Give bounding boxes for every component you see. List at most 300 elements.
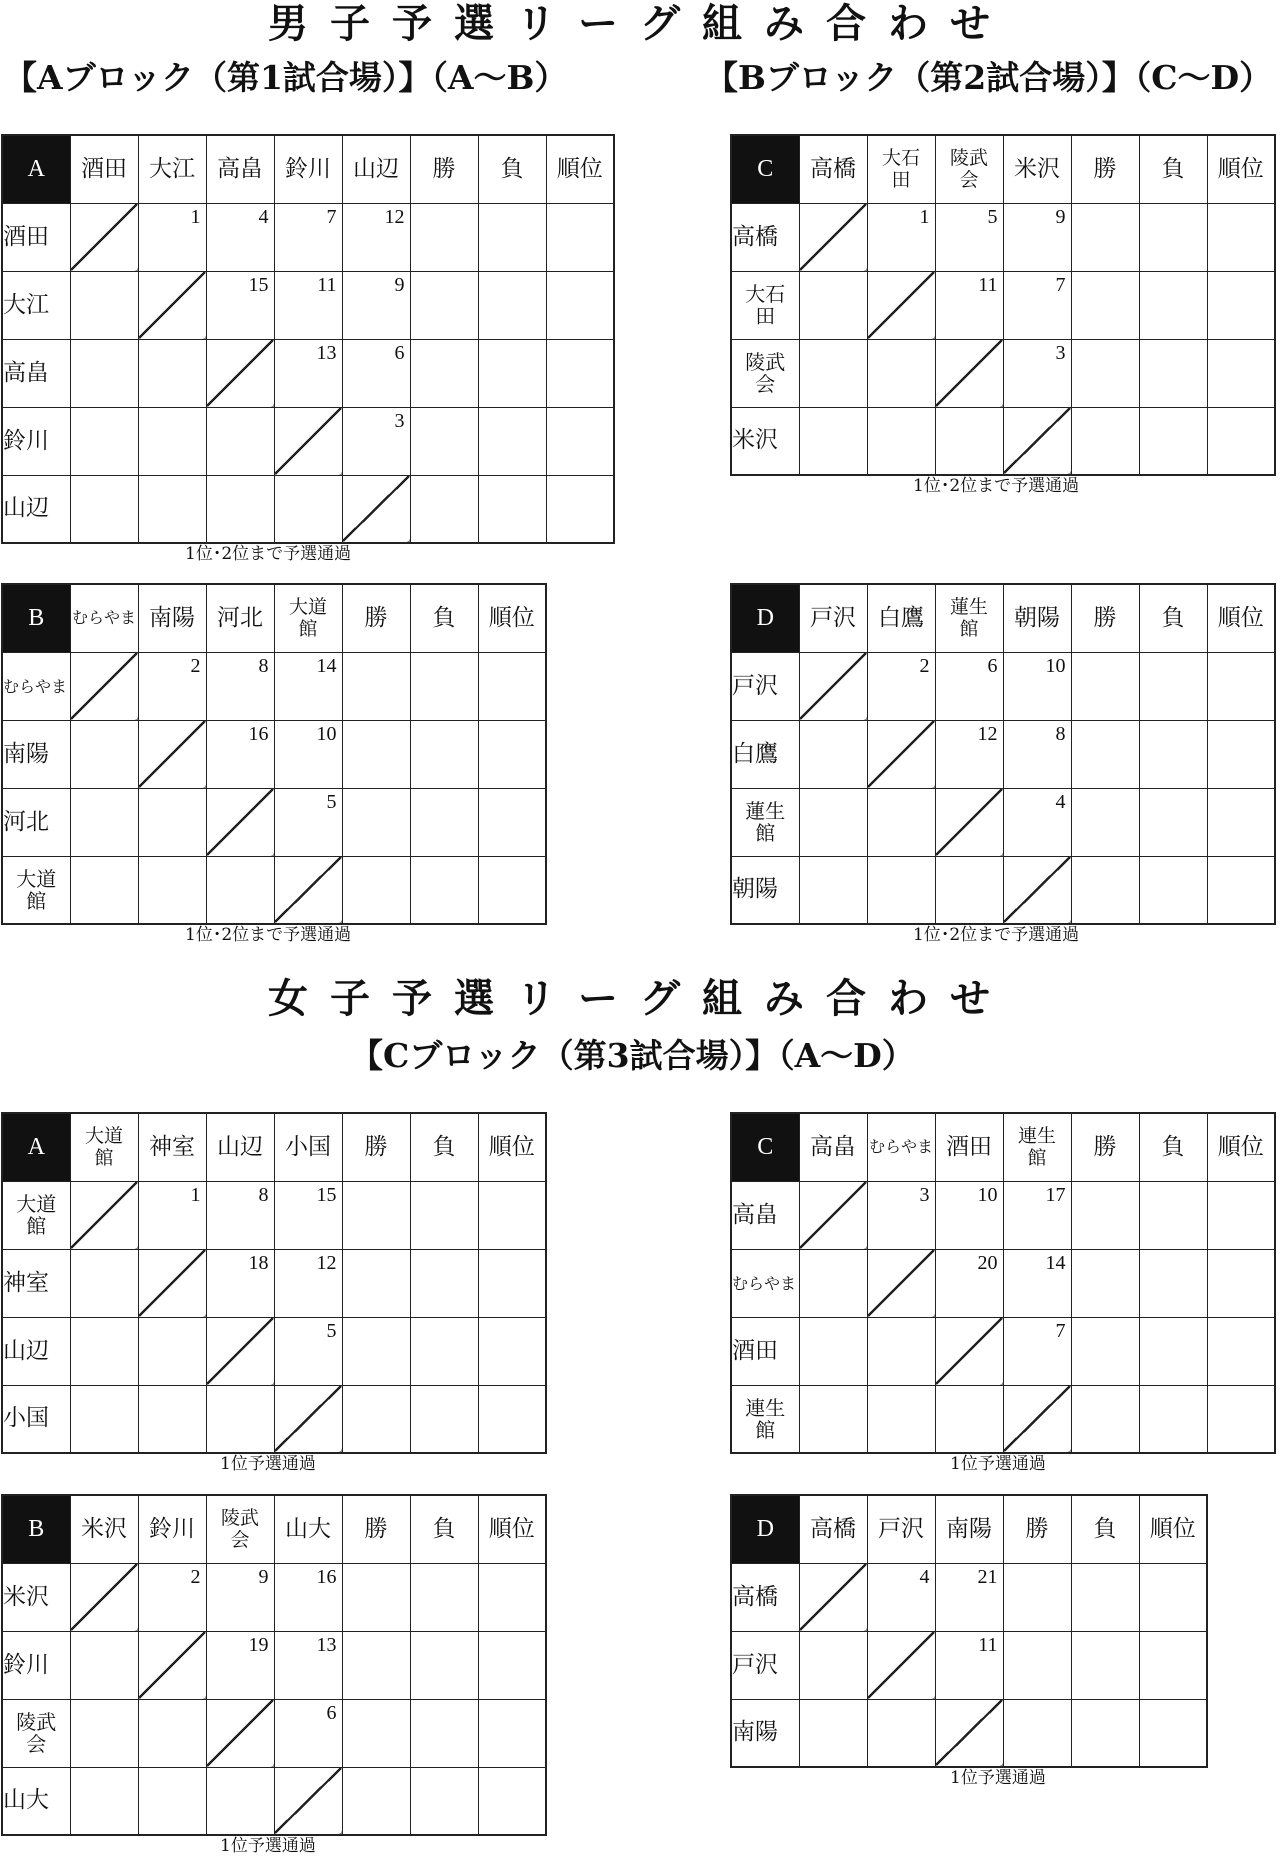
row-team-name: むらやま — [731, 1249, 799, 1317]
result-cell — [410, 475, 478, 543]
empty-cell — [206, 407, 274, 475]
match-cell — [274, 203, 342, 271]
match-number: 6 — [987, 654, 998, 677]
diagonal-cell — [1003, 1385, 1071, 1453]
diagonal-cell — [206, 1317, 274, 1385]
diagonal-cell — [799, 1563, 867, 1631]
result-cell — [410, 1631, 478, 1699]
result-cell — [410, 1563, 478, 1631]
table-row — [731, 788, 1275, 856]
match-number: 6 — [326, 1701, 337, 1724]
match-cell — [935, 1181, 1003, 1249]
result-cell — [1071, 788, 1139, 856]
result-cell — [1139, 1249, 1207, 1317]
result-header: 負 — [410, 584, 478, 652]
league-label: A — [2, 1113, 70, 1181]
table-row — [731, 1385, 1275, 1453]
qualification-note: 1位･2位まで予選通過 — [913, 476, 1080, 496]
match-cell — [138, 1767, 206, 1835]
result-header: 順位 — [1139, 1495, 1207, 1563]
diagonal-cell — [274, 856, 342, 924]
match-cell — [342, 203, 410, 271]
result-cell — [1139, 1563, 1207, 1631]
table-row — [2, 271, 614, 339]
empty-cell — [206, 1385, 274, 1453]
match-number: 16 — [248, 722, 269, 745]
match-number: 8 — [258, 1183, 269, 1206]
result-header: 勝 — [342, 584, 410, 652]
result-cell — [478, 1767, 546, 1835]
empty-cell — [70, 1249, 138, 1317]
diagonal-cell — [70, 1181, 138, 1249]
column-team-name: 鈴川 — [274, 135, 342, 203]
result-cell — [1207, 1317, 1275, 1385]
row-team-name: 南陽 — [731, 1699, 799, 1767]
header-row — [731, 584, 1275, 652]
column-team-name: 山辺 — [206, 1113, 274, 1181]
match-cell — [1003, 788, 1071, 856]
league-label: D — [731, 584, 799, 652]
empty-cell — [138, 1699, 206, 1767]
row-team-name: むらやま — [2, 652, 70, 720]
diagonal-cell — [867, 1631, 935, 1699]
result-cell — [1207, 407, 1275, 475]
column-team-name: 蓮生 館 — [935, 584, 1003, 652]
match-cell — [274, 788, 342, 856]
row-team-name: 山辺 — [2, 1317, 70, 1385]
match-number: 13 — [316, 1633, 337, 1656]
match-cell — [138, 856, 206, 924]
men-title: 男子予選リーグ組み合わせ — [268, 0, 1012, 47]
empty-cell — [138, 339, 206, 407]
table-row — [2, 339, 614, 407]
match-cell — [935, 203, 1003, 271]
column-team-name: 南陽 — [138, 584, 206, 652]
league-label: B — [2, 584, 70, 652]
result-cell — [1071, 339, 1139, 407]
result-cell — [478, 1385, 546, 1453]
row-team-name: 白鷹 — [731, 720, 799, 788]
column-team-name: 陵武 会 — [935, 135, 1003, 203]
table-row — [2, 1181, 546, 1249]
match-cell — [274, 1317, 342, 1385]
result-cell — [546, 475, 614, 543]
table-row — [731, 407, 1275, 475]
result-cell — [478, 652, 546, 720]
column-team-name: 朝陽 — [1003, 584, 1071, 652]
result-cell — [1071, 1385, 1139, 1453]
result-cell — [1207, 339, 1275, 407]
row-team-name: 南陽 — [2, 720, 70, 788]
result-cell — [1207, 856, 1275, 924]
result-header: 勝 — [410, 135, 478, 203]
men-subtitle-left: 【Aブロック（第1試合場）】（A～B） — [4, 58, 568, 97]
match-number: 10 — [1045, 654, 1066, 677]
result-cell — [1139, 407, 1207, 475]
result-header: 勝 — [1071, 1113, 1139, 1181]
match-cell — [799, 1385, 867, 1453]
column-team-name: 米沢 — [1003, 135, 1071, 203]
result-cell — [478, 407, 546, 475]
match-number: 3 — [394, 409, 405, 432]
result-cell — [1071, 1563, 1139, 1631]
result-header: 勝 — [342, 1113, 410, 1181]
empty-cell — [799, 720, 867, 788]
diagonal-cell — [935, 339, 1003, 407]
men-subtitle-right: 【Bブロック（第2試合場）】（C～D） — [705, 58, 1273, 97]
result-cell — [478, 271, 546, 339]
league-label: B — [2, 1495, 70, 1563]
match-cell — [206, 1563, 274, 1631]
result-cell — [342, 1563, 410, 1631]
empty-cell — [799, 1249, 867, 1317]
result-cell — [1139, 1385, 1207, 1453]
match-number: 10 — [316, 722, 337, 745]
league-label: C — [731, 135, 799, 203]
match-cell — [206, 271, 274, 339]
result-cell — [410, 271, 478, 339]
result-cell — [478, 1249, 546, 1317]
result-cell — [478, 1699, 546, 1767]
result-cell — [410, 1385, 478, 1453]
result-cell — [410, 1699, 478, 1767]
match-number: 7 — [326, 205, 337, 228]
result-cell — [342, 788, 410, 856]
result-cell — [1139, 720, 1207, 788]
diagonal-cell — [935, 1699, 1003, 1767]
match-number: 10 — [977, 1183, 998, 1206]
result-cell — [410, 856, 478, 924]
women-title: 女子予選リーグ組み合わせ — [268, 975, 1012, 1022]
match-number: 18 — [248, 1251, 269, 1274]
match-cell — [70, 856, 138, 924]
match-number: 11 — [317, 273, 337, 296]
match-cell — [70, 1767, 138, 1835]
result-cell — [1207, 1385, 1275, 1453]
result-cell — [342, 652, 410, 720]
match-number: 13 — [316, 341, 337, 364]
match-cell — [867, 856, 935, 924]
empty-cell — [206, 856, 274, 924]
column-team-name: 陵武 会 — [206, 1495, 274, 1563]
match-cell — [799, 1317, 867, 1385]
match-cell — [274, 1181, 342, 1249]
result-cell — [478, 475, 546, 543]
diagonal-cell — [342, 475, 410, 543]
diagonal-cell — [1003, 407, 1071, 475]
row-team-name: 大石 田 — [731, 271, 799, 339]
match-cell — [138, 652, 206, 720]
result-cell — [1139, 1181, 1207, 1249]
league-table-women-a — [1, 1112, 547, 1454]
row-team-name: 大道 館 — [2, 856, 70, 924]
match-number: 14 — [1045, 1251, 1066, 1274]
result-cell — [1207, 788, 1275, 856]
column-team-name: 戸沢 — [799, 584, 867, 652]
result-cell — [1139, 1317, 1207, 1385]
result-cell — [1003, 1631, 1071, 1699]
result-header: 勝 — [342, 1495, 410, 1563]
table-row — [2, 1317, 546, 1385]
match-cell — [867, 1563, 935, 1631]
match-number: 20 — [977, 1251, 998, 1274]
column-team-name: 小国 — [274, 1113, 342, 1181]
column-team-name: 山辺 — [342, 135, 410, 203]
match-cell — [206, 1249, 274, 1317]
result-cell — [478, 1563, 546, 1631]
table-row — [731, 339, 1275, 407]
result-cell — [342, 1317, 410, 1385]
row-team-name: 蓮生 館 — [731, 788, 799, 856]
match-cell — [206, 1631, 274, 1699]
result-cell — [546, 339, 614, 407]
match-cell — [342, 339, 410, 407]
result-cell — [342, 1385, 410, 1453]
table-row — [731, 652, 1275, 720]
table-row — [731, 1181, 1275, 1249]
result-header: 負 — [1139, 584, 1207, 652]
column-team-name: 河北 — [206, 584, 274, 652]
match-cell — [70, 1317, 138, 1385]
match-number: 11 — [978, 273, 998, 296]
match-number: 6 — [394, 341, 405, 364]
result-cell — [546, 271, 614, 339]
result-cell — [1139, 203, 1207, 271]
qualification-note: 1位･2位まで予選通過 — [185, 544, 352, 564]
table-row — [2, 475, 614, 543]
column-team-name: 酒田 — [935, 1113, 1003, 1181]
match-cell — [70, 1385, 138, 1453]
table-row — [731, 1699, 1207, 1767]
column-team-name: むらやま — [70, 584, 138, 652]
row-team-name: 高橋 — [731, 1563, 799, 1631]
match-cell — [867, 407, 935, 475]
header-row — [2, 1495, 546, 1563]
row-team-name: 大道 館 — [2, 1181, 70, 1249]
match-cell — [138, 475, 206, 543]
row-team-name: 山辺 — [2, 475, 70, 543]
match-cell — [274, 1631, 342, 1699]
qualification-note: 1位予選通過 — [950, 1768, 1046, 1788]
match-number: 5 — [326, 790, 337, 813]
row-team-name: 鈴川 — [2, 407, 70, 475]
result-cell — [410, 652, 478, 720]
league-label: C — [731, 1113, 799, 1181]
result-cell — [1071, 203, 1139, 271]
league-table-men-d — [730, 583, 1276, 925]
match-number: 1 — [919, 205, 930, 228]
match-number: 15 — [316, 1183, 337, 1206]
empty-cell — [935, 856, 1003, 924]
match-cell — [935, 271, 1003, 339]
column-team-name: 鈴川 — [138, 1495, 206, 1563]
result-cell — [478, 1181, 546, 1249]
match-number: 2 — [190, 654, 201, 677]
column-team-name: 大道 館 — [274, 584, 342, 652]
match-cell — [138, 407, 206, 475]
match-cell — [70, 1699, 138, 1767]
result-cell — [1139, 788, 1207, 856]
result-cell — [546, 203, 614, 271]
match-number: 4 — [919, 1565, 930, 1588]
table-row — [731, 856, 1275, 924]
match-number: 2 — [190, 1565, 201, 1588]
result-cell — [478, 339, 546, 407]
result-cell — [342, 1767, 410, 1835]
match-cell — [70, 407, 138, 475]
row-team-name: 戸沢 — [731, 652, 799, 720]
header-row — [2, 584, 546, 652]
match-cell — [799, 1699, 867, 1767]
empty-cell — [867, 1699, 935, 1767]
qualification-note: 1位･2位まで予選通過 — [913, 925, 1080, 945]
match-cell — [799, 788, 867, 856]
diagonal-cell — [867, 271, 935, 339]
row-team-name: 連生 館 — [731, 1385, 799, 1453]
match-cell — [138, 1181, 206, 1249]
match-number: 12 — [384, 205, 405, 228]
table-row — [2, 788, 546, 856]
row-team-name: 米沢 — [2, 1563, 70, 1631]
diagonal-cell — [799, 1181, 867, 1249]
table-row — [2, 1563, 546, 1631]
result-cell — [410, 407, 478, 475]
table-row — [731, 720, 1275, 788]
result-cell — [410, 1767, 478, 1835]
row-team-name: 山大 — [2, 1767, 70, 1835]
match-number: 9 — [394, 273, 405, 296]
column-team-name: 山大 — [274, 1495, 342, 1563]
match-number: 9 — [258, 1565, 269, 1588]
match-number: 12 — [977, 722, 998, 745]
match-cell — [206, 652, 274, 720]
column-team-name: 大道 館 — [70, 1113, 138, 1181]
column-team-name: 神室 — [138, 1113, 206, 1181]
match-cell — [1003, 339, 1071, 407]
match-cell — [1003, 1317, 1071, 1385]
diagonal-cell — [70, 203, 138, 271]
diagonal-cell — [799, 652, 867, 720]
column-team-name: 大石 田 — [867, 135, 935, 203]
diagonal-cell — [206, 1699, 274, 1767]
row-team-name: 戸沢 — [731, 1631, 799, 1699]
result-cell — [342, 1181, 410, 1249]
match-number: 4 — [1055, 790, 1066, 813]
result-cell — [1139, 339, 1207, 407]
match-cell — [1003, 652, 1071, 720]
table-row — [2, 1385, 546, 1453]
diagonal-cell — [867, 1249, 935, 1317]
result-cell — [410, 788, 478, 856]
match-number: 12 — [316, 1251, 337, 1274]
column-team-name: 酒田 — [70, 135, 138, 203]
empty-cell — [867, 339, 935, 407]
match-number: 9 — [1055, 205, 1066, 228]
result-cell — [1003, 1563, 1071, 1631]
column-team-name: 南陽 — [935, 1495, 1003, 1563]
column-team-name: 戸沢 — [867, 1495, 935, 1563]
result-cell — [478, 856, 546, 924]
result-cell — [410, 1317, 478, 1385]
empty-cell — [867, 788, 935, 856]
diagonal-cell — [1003, 856, 1071, 924]
column-team-name: 高橋 — [799, 1495, 867, 1563]
league-table-women-c — [730, 1112, 1276, 1454]
match-cell — [70, 788, 138, 856]
diagonal-cell — [206, 788, 274, 856]
match-number: 11 — [978, 1633, 998, 1656]
row-team-name: 陵武 会 — [731, 339, 799, 407]
row-team-name: 陵武 会 — [2, 1699, 70, 1767]
match-cell — [342, 407, 410, 475]
column-team-name: 高畠 — [799, 1113, 867, 1181]
match-number: 8 — [1055, 722, 1066, 745]
match-cell — [935, 1563, 1003, 1631]
match-number: 19 — [248, 1633, 269, 1656]
row-team-name: 酒田 — [2, 203, 70, 271]
table-row — [731, 1563, 1207, 1631]
table-row — [731, 271, 1275, 339]
match-cell — [799, 856, 867, 924]
result-cell — [1071, 856, 1139, 924]
result-cell — [342, 1699, 410, 1767]
match-cell — [274, 339, 342, 407]
result-header: 負 — [410, 1113, 478, 1181]
diagonal-cell — [274, 1767, 342, 1835]
result-cell — [1139, 271, 1207, 339]
diagonal-cell — [799, 203, 867, 271]
result-cell — [1207, 652, 1275, 720]
match-cell — [138, 203, 206, 271]
league-label: A — [2, 135, 70, 203]
result-cell — [1207, 203, 1275, 271]
column-team-name: 米沢 — [70, 1495, 138, 1563]
column-team-name: 白鷹 — [867, 584, 935, 652]
result-cell — [1139, 856, 1207, 924]
result-header: 順位 — [478, 584, 546, 652]
match-cell — [274, 652, 342, 720]
match-cell — [1003, 720, 1071, 788]
result-cell — [342, 856, 410, 924]
league-table-women-b — [1, 1494, 547, 1836]
table-row — [2, 203, 614, 271]
row-team-name: 高畠 — [2, 339, 70, 407]
result-header: 勝 — [1003, 1495, 1071, 1563]
match-cell — [867, 1181, 935, 1249]
result-header: 負 — [1071, 1495, 1139, 1563]
result-cell — [1207, 720, 1275, 788]
result-cell — [1071, 1181, 1139, 1249]
result-header: 負 — [410, 1495, 478, 1563]
result-header: 順位 — [478, 1113, 546, 1181]
match-cell — [935, 1249, 1003, 1317]
header-row — [731, 135, 1275, 203]
empty-cell — [867, 1317, 935, 1385]
result-header: 順位 — [1207, 135, 1275, 203]
result-cell — [410, 203, 478, 271]
match-cell — [274, 720, 342, 788]
result-cell — [546, 407, 614, 475]
result-cell — [1071, 271, 1139, 339]
league-table-men-c — [730, 134, 1276, 476]
row-team-name: 河北 — [2, 788, 70, 856]
result-cell — [410, 1249, 478, 1317]
column-team-name: むらやま — [867, 1113, 935, 1181]
result-cell — [478, 1317, 546, 1385]
table-row — [2, 1249, 546, 1317]
match-cell — [935, 720, 1003, 788]
row-team-name: 朝陽 — [731, 856, 799, 924]
